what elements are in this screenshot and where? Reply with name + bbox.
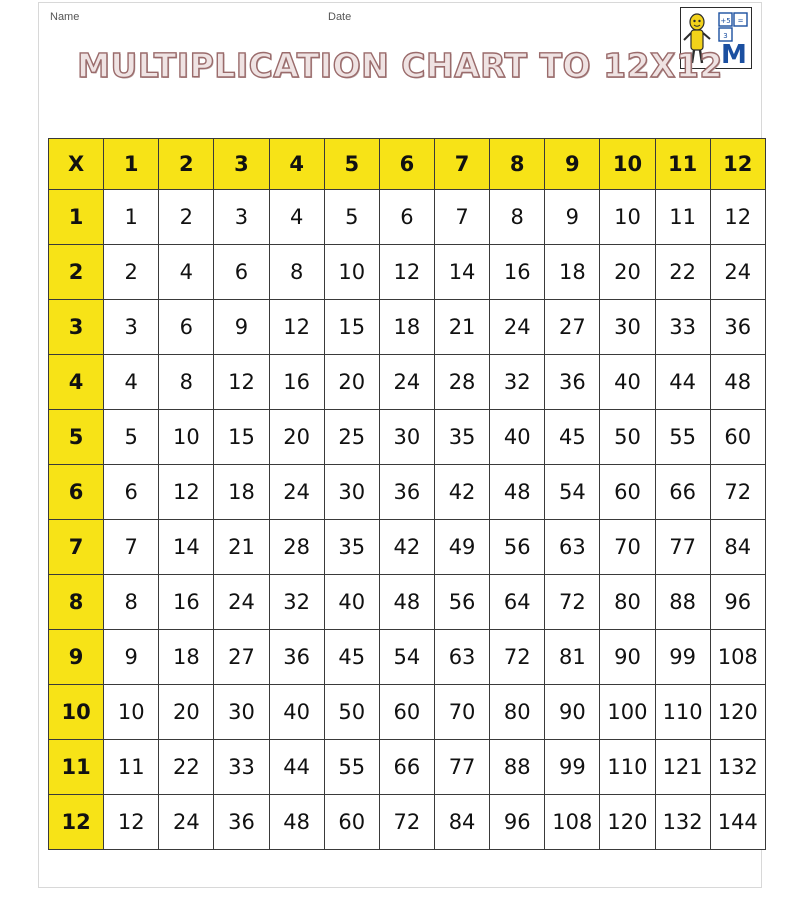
- product-cell-6x2: 12: [159, 465, 214, 520]
- product-cell-2x4: 8: [269, 245, 324, 300]
- product-cell-1x1: 1: [104, 190, 159, 245]
- product-cell-10x12: 120: [710, 685, 765, 740]
- product-cell-8x5: 40: [324, 575, 379, 630]
- product-cell-12x8: 96: [490, 795, 545, 850]
- column-header-2: 2: [159, 139, 214, 190]
- product-cell-11x6: 66: [379, 740, 434, 795]
- page-title: MULTIPLICATION CHART TO 12X12: [77, 46, 723, 85]
- row-header-9: 9: [49, 630, 104, 685]
- product-cell-3x10: 30: [600, 300, 655, 355]
- multiplication-table: [48, 138, 766, 850]
- product-cell-7x4: 28: [269, 520, 324, 575]
- product-cell-7x9: 63: [545, 520, 600, 575]
- product-cell-11x11: 121: [655, 740, 710, 795]
- product-cell-12x12: 144: [710, 795, 765, 850]
- product-cell-8x9: 72: [545, 575, 600, 630]
- product-cell-1x4: 4: [269, 190, 324, 245]
- product-cell-10x10: 100: [600, 685, 655, 740]
- column-header-11: 11: [655, 139, 710, 190]
- product-cell-5x6: 30: [379, 410, 434, 465]
- row-header-11: 11: [49, 740, 104, 795]
- row-header-12: 12: [49, 795, 104, 850]
- product-cell-1x10: 10: [600, 190, 655, 245]
- product-cell-12x10: 120: [600, 795, 655, 850]
- product-cell-2x10: 20: [600, 245, 655, 300]
- product-cell-1x12: 12: [710, 190, 765, 245]
- product-cell-11x12: 132: [710, 740, 765, 795]
- product-cell-2x7: 14: [434, 245, 489, 300]
- product-cell-8x10: 80: [600, 575, 655, 630]
- product-cell-4x5: 20: [324, 355, 379, 410]
- product-cell-9x1: 9: [104, 630, 159, 685]
- column-header-9: 9: [545, 139, 600, 190]
- product-cell-7x3: 21: [214, 520, 269, 575]
- product-cell-12x2: 24: [159, 795, 214, 850]
- product-cell-5x4: 20: [269, 410, 324, 465]
- row-header-5: 5: [49, 410, 104, 465]
- product-cell-8x6: 48: [379, 575, 434, 630]
- product-cell-9x3: 27: [214, 630, 269, 685]
- product-cell-12x3: 36: [214, 795, 269, 850]
- row-header-7: 7: [49, 520, 104, 575]
- product-cell-5x1: 5: [104, 410, 159, 465]
- product-cell-10x5: 50: [324, 685, 379, 740]
- product-cell-10x7: 70: [434, 685, 489, 740]
- product-cell-11x9: 99: [545, 740, 600, 795]
- product-cell-2x3: 6: [214, 245, 269, 300]
- grid-corner-label: X: [49, 139, 104, 190]
- product-cell-2x1: 2: [104, 245, 159, 300]
- product-cell-9x12: 108: [710, 630, 765, 685]
- product-cell-4x3: 12: [214, 355, 269, 410]
- product-cell-12x11: 132: [655, 795, 710, 850]
- product-cell-12x7: 84: [434, 795, 489, 850]
- product-cell-11x2: 22: [159, 740, 214, 795]
- product-cell-11x10: 110: [600, 740, 655, 795]
- product-cell-1x5: 5: [324, 190, 379, 245]
- product-cell-6x3: 18: [214, 465, 269, 520]
- product-cell-4x1: 4: [104, 355, 159, 410]
- product-cell-3x8: 24: [490, 300, 545, 355]
- column-header-5: 5: [324, 139, 379, 190]
- product-cell-3x3: 9: [214, 300, 269, 355]
- product-cell-3x12: 36: [710, 300, 765, 355]
- column-header-8: 8: [490, 139, 545, 190]
- product-cell-4x2: 8: [159, 355, 214, 410]
- product-cell-9x6: 54: [379, 630, 434, 685]
- product-cell-12x4: 48: [269, 795, 324, 850]
- product-cell-4x9: 36: [545, 355, 600, 410]
- table-header-row: [49, 139, 766, 190]
- product-cell-1x9: 9: [545, 190, 600, 245]
- product-cell-2x9: 18: [545, 245, 600, 300]
- product-cell-10x9: 90: [545, 685, 600, 740]
- column-header-10: 10: [600, 139, 655, 190]
- product-cell-4x11: 44: [655, 355, 710, 410]
- table-row: [49, 190, 766, 245]
- product-cell-2x12: 24: [710, 245, 765, 300]
- product-cell-2x8: 16: [490, 245, 545, 300]
- product-cell-3x4: 12: [269, 300, 324, 355]
- product-cell-9x8: 72: [490, 630, 545, 685]
- row-header-6: 6: [49, 465, 104, 520]
- row-header-2: 2: [49, 245, 104, 300]
- product-cell-6x10: 60: [600, 465, 655, 520]
- product-cell-11x5: 55: [324, 740, 379, 795]
- product-cell-7x2: 14: [159, 520, 214, 575]
- row-header-1: 1: [49, 190, 104, 245]
- product-cell-9x11: 99: [655, 630, 710, 685]
- product-cell-5x11: 55: [655, 410, 710, 465]
- column-header-1: 1: [104, 139, 159, 190]
- product-cell-2x11: 22: [655, 245, 710, 300]
- product-cell-10x11: 110: [655, 685, 710, 740]
- table-row: [49, 520, 766, 575]
- table-row: [49, 740, 766, 795]
- product-cell-6x12: 72: [710, 465, 765, 520]
- column-header-12: 12: [710, 139, 765, 190]
- product-cell-7x7: 49: [434, 520, 489, 575]
- svg-text:=: =: [737, 17, 744, 25]
- product-cell-4x7: 28: [434, 355, 489, 410]
- product-cell-10x1: 10: [104, 685, 159, 740]
- product-cell-4x6: 24: [379, 355, 434, 410]
- product-cell-6x11: 66: [655, 465, 710, 520]
- date-field-label: Date: [328, 11, 352, 23]
- table-row: [49, 300, 766, 355]
- product-cell-9x4: 36: [269, 630, 324, 685]
- svg-text:M: M: [721, 40, 747, 68]
- column-header-3: 3: [214, 139, 269, 190]
- product-cell-10x4: 40: [269, 685, 324, 740]
- table-row: [49, 630, 766, 685]
- product-cell-3x2: 6: [159, 300, 214, 355]
- product-cell-9x10: 90: [600, 630, 655, 685]
- row-header-8: 8: [49, 575, 104, 630]
- product-cell-4x4: 16: [269, 355, 324, 410]
- product-cell-5x2: 10: [159, 410, 214, 465]
- product-cell-4x8: 32: [490, 355, 545, 410]
- product-cell-5x3: 15: [214, 410, 269, 465]
- product-cell-5x7: 35: [434, 410, 489, 465]
- product-cell-1x2: 2: [159, 190, 214, 245]
- product-cell-7x11: 77: [655, 520, 710, 575]
- product-cell-8x4: 32: [269, 575, 324, 630]
- product-cell-6x5: 30: [324, 465, 379, 520]
- product-cell-7x12: 84: [710, 520, 765, 575]
- product-cell-3x7: 21: [434, 300, 489, 355]
- product-cell-1x6: 6: [379, 190, 434, 245]
- row-header-10: 10: [49, 685, 104, 740]
- footer-space: [0, 887, 800, 897]
- table-row: [49, 245, 766, 300]
- product-cell-11x8: 88: [490, 740, 545, 795]
- product-cell-3x1: 3: [104, 300, 159, 355]
- product-cell-12x6: 72: [379, 795, 434, 850]
- product-cell-8x2: 16: [159, 575, 214, 630]
- product-cell-4x12: 48: [710, 355, 765, 410]
- product-cell-3x9: 27: [545, 300, 600, 355]
- svg-text:3: 3: [723, 32, 728, 40]
- column-header-4: 4: [269, 139, 324, 190]
- product-cell-7x1: 7: [104, 520, 159, 575]
- product-cell-2x2: 4: [159, 245, 214, 300]
- product-cell-1x11: 11: [655, 190, 710, 245]
- product-cell-12x9: 108: [545, 795, 600, 850]
- product-cell-11x1: 11: [104, 740, 159, 795]
- row-header-3: 3: [49, 300, 104, 355]
- product-cell-2x6: 12: [379, 245, 434, 300]
- product-cell-4x10: 40: [600, 355, 655, 410]
- product-cell-5x5: 25: [324, 410, 379, 465]
- table-row: [49, 685, 766, 740]
- product-cell-6x6: 36: [379, 465, 434, 520]
- product-cell-5x8: 40: [490, 410, 545, 465]
- table-row: [49, 575, 766, 630]
- product-cell-1x3: 3: [214, 190, 269, 245]
- column-header-7: 7: [434, 139, 489, 190]
- product-cell-6x4: 24: [269, 465, 324, 520]
- product-cell-3x5: 15: [324, 300, 379, 355]
- table-row: [49, 795, 766, 850]
- product-cell-9x7: 63: [434, 630, 489, 685]
- product-cell-6x8: 48: [490, 465, 545, 520]
- product-cell-10x8: 80: [490, 685, 545, 740]
- product-cell-11x7: 77: [434, 740, 489, 795]
- svg-text:+5: +5: [720, 17, 731, 25]
- product-cell-3x6: 18: [379, 300, 434, 355]
- product-cell-2x5: 10: [324, 245, 379, 300]
- product-cell-10x2: 20: [159, 685, 214, 740]
- product-cell-6x1: 6: [104, 465, 159, 520]
- name-field-label: Name: [50, 11, 80, 23]
- product-cell-7x10: 70: [600, 520, 655, 575]
- product-cell-7x8: 56: [490, 520, 545, 575]
- product-cell-8x11: 88: [655, 575, 710, 630]
- product-cell-9x2: 18: [159, 630, 214, 685]
- product-cell-7x5: 35: [324, 520, 379, 575]
- product-cell-8x12: 96: [710, 575, 765, 630]
- product-cell-12x5: 60: [324, 795, 379, 850]
- product-cell-12x1: 12: [104, 795, 159, 850]
- product-cell-7x6: 42: [379, 520, 434, 575]
- column-header-6: 6: [379, 139, 434, 190]
- product-cell-10x6: 60: [379, 685, 434, 740]
- product-cell-5x10: 50: [600, 410, 655, 465]
- product-cell-10x3: 30: [214, 685, 269, 740]
- table-row: [49, 410, 766, 465]
- product-cell-6x9: 54: [545, 465, 600, 520]
- product-cell-8x7: 56: [434, 575, 489, 630]
- product-cell-9x5: 45: [324, 630, 379, 685]
- table-row: [49, 355, 766, 410]
- product-cell-11x4: 44: [269, 740, 324, 795]
- product-cell-1x8: 8: [490, 190, 545, 245]
- row-header-4: 4: [49, 355, 104, 410]
- product-cell-8x1: 8: [104, 575, 159, 630]
- product-cell-5x12: 60: [710, 410, 765, 465]
- product-cell-11x3: 33: [214, 740, 269, 795]
- multiplication-grid: [48, 138, 758, 850]
- table-row: [49, 465, 766, 520]
- product-cell-5x9: 45: [545, 410, 600, 465]
- product-cell-3x11: 33: [655, 300, 710, 355]
- product-cell-6x7: 42: [434, 465, 489, 520]
- product-cell-1x7: 7: [434, 190, 489, 245]
- product-cell-9x9: 81: [545, 630, 600, 685]
- product-cell-8x3: 24: [214, 575, 269, 630]
- product-cell-8x8: 64: [490, 575, 545, 630]
